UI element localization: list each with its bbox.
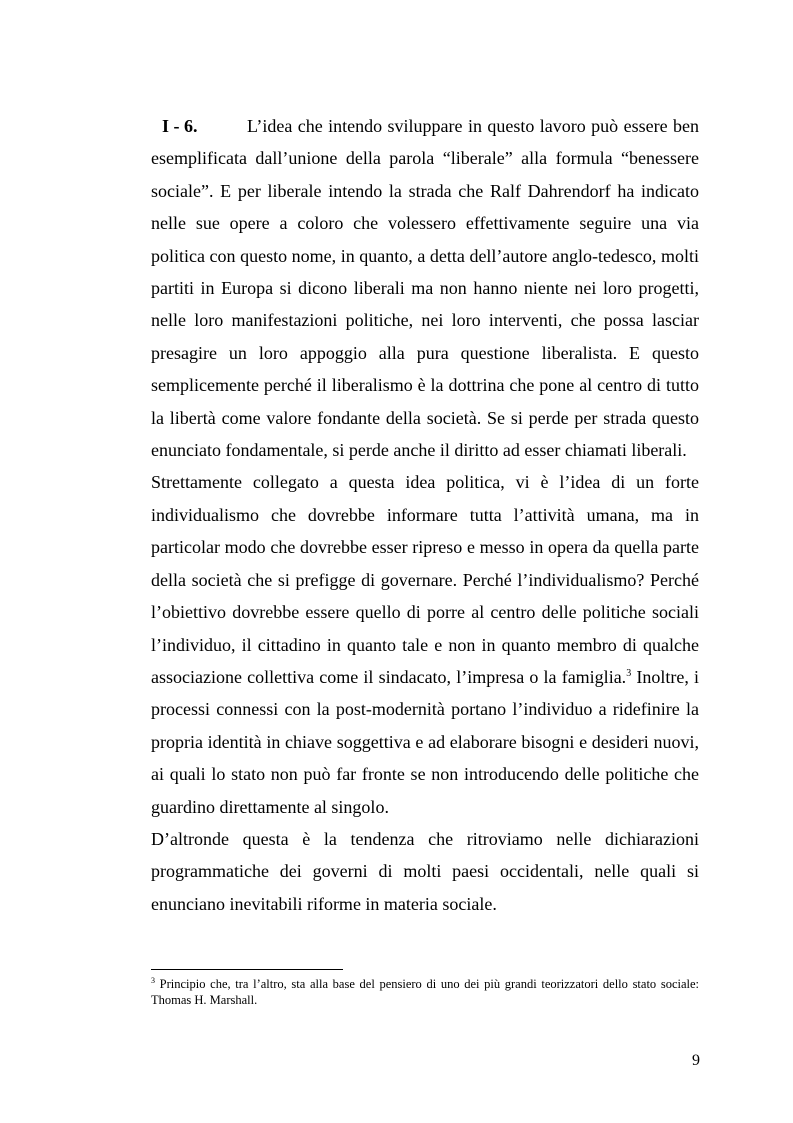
paragraph-3 (151, 823, 699, 920)
section-number: I - 6. (162, 116, 198, 136)
body-text (151, 110, 699, 920)
paragraph-3-text: D’altronde questa è la tendenza che ritroviamo nelle dichiarazioni programmatiche dei governi di molti paesi occidentali, nelle quali si enunciano inevitabili riforme in materia sociale. (151, 828, 699, 914)
paragraph-1-text: L’idea che intendo sviluppare in questo lavoro può essere ben esemplificata dall’unione della parola “liberale” alla formula “benessere sociale”. E per liberale intendo la strada che Ralf Dahrendorf ha indicato nelle sue opere a coloro che volessero effettivamente seguire una via politica con questo nome, in quanto, a detta dell’autore anglo-tedesco, molti partiti in Europa si dicono liberali ma non hanno niente nei loro progetti, nelle loro manifestazioni politiche, nei loro interventi, che possa lasciar presagire un loro appoggio alla pura questione liberalista. E questo semplicemente perché il liberalismo è la dottrina che pone al centro di tutto la libertà come valore fondante della società. Se si perde per strada questo enunciato fondamentale, si perde anche il diritto ad esser chiamati liberali. (151, 116, 699, 461)
footnote (151, 976, 699, 1008)
paragraph-2-text: Strettamente collegato a questa idea politica, vi è l’idea di un forte individualismo che dovrebbe informare tutta l’attività umana, ma in particolar modo che dovrebbe esser ripreso e messo in opera da quella parte della società che si prefigge di governare. Perché l’individualismo? Perché l’obiettivo dovrebbe essere quello di porre al centro delle politiche sociali l’individuo, il cittadino in quanto tale e non in quanto membro di qualche associazione collettiva come il sindacato, l’impresa o la famiglia. (151, 472, 699, 687)
footnote-reference[interactable]: 3 (626, 667, 632, 679)
paragraph-2 (151, 466, 699, 822)
footnote-text: Principio che, tra l’altro, sta alla base del pensiero di uno dei più grandi teorizzatori dello stato sociale: Thomas H. Marshall. (151, 977, 700, 1007)
paragraph-2-continuation: Inoltre, i processi connessi con la post-modernità portano l’individuo a ridefinire la propria identità in chiave soggettiva e ad elaborare bisogni e desideri nuovi, ai quali lo stato non può far fronte se non introducendo delle politiche che guardino direttamente al singolo. (151, 666, 700, 817)
page-number: 9 (692, 1052, 700, 1069)
footnote-mark: 3 (151, 975, 155, 985)
paragraph-1 (151, 110, 699, 466)
footnote-separator (151, 969, 343, 970)
